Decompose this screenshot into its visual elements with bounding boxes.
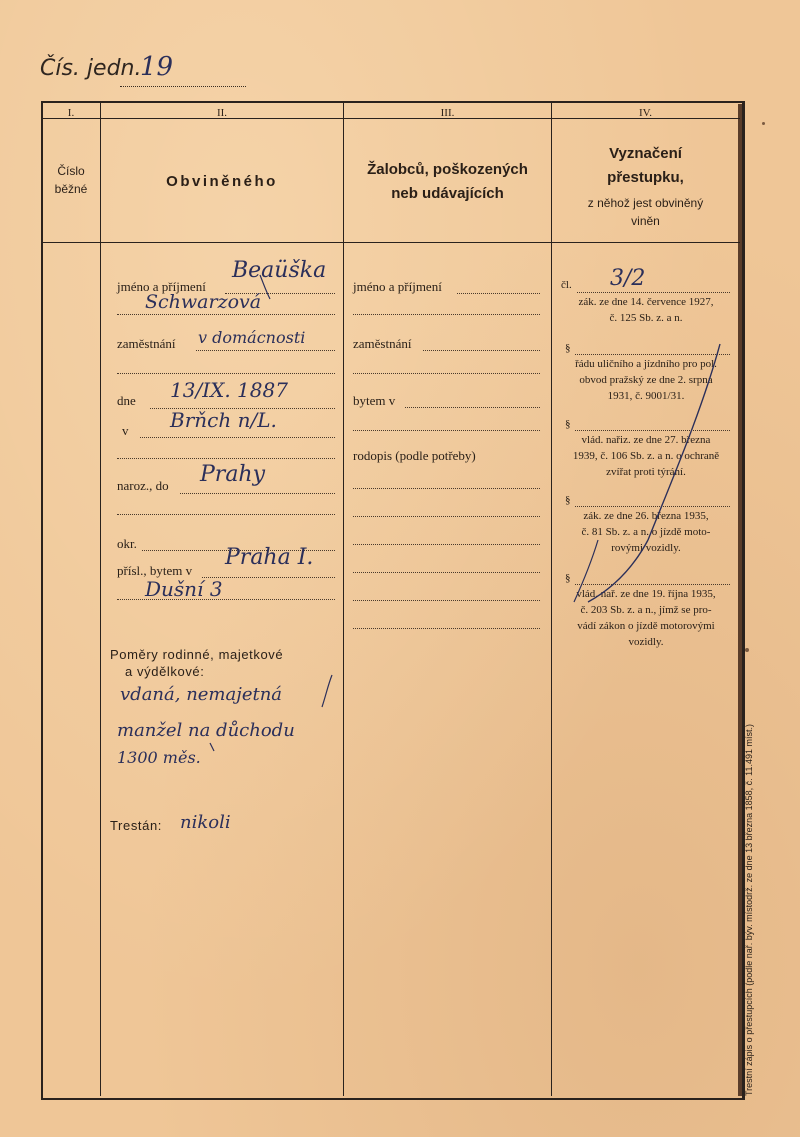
offence-law-3-line3: zvířat proti týrání. bbox=[606, 466, 686, 478]
column-header-number-line1: Číslo bbox=[57, 164, 85, 178]
complainant-line-c bbox=[353, 544, 540, 545]
offence-law-4-line3: rovými vozidly. bbox=[611, 542, 681, 554]
paper-spot bbox=[745, 648, 749, 652]
handwritten-accent-marks bbox=[100, 255, 345, 775]
offence-article-value: 3/2 bbox=[610, 266, 646, 291]
offence-law-2-line3: 1931, č. 9001/31. bbox=[607, 390, 685, 402]
offence-section-symbol-4: § bbox=[565, 494, 571, 506]
accused-occupation-label: zaměstnání bbox=[117, 336, 176, 351]
column-header-accused: Obviněného bbox=[166, 173, 278, 190]
accused-convicted-label: Trestán: bbox=[110, 818, 163, 833]
accused-circumstances-value-1: vdaná, nemajetná bbox=[120, 684, 283, 705]
accused-residence-value-1: Praha I. bbox=[225, 545, 314, 570]
complainant-residence-line bbox=[405, 407, 540, 408]
accused-name-label: jméno a příjmení bbox=[117, 279, 206, 294]
accused-circumstances-label-1: Poměry rodinné, majetkové bbox=[110, 647, 284, 662]
complainant-residence-label: bytem v bbox=[353, 393, 396, 408]
reference-underline bbox=[120, 86, 246, 87]
strike-stroke-3 bbox=[574, 540, 598, 602]
complainant-line-d bbox=[353, 572, 540, 573]
accused-convicted-value: nikoli bbox=[180, 812, 231, 833]
complainant-line-b bbox=[353, 516, 540, 517]
column-header-offence-line1: Vyznačení bbox=[609, 145, 682, 162]
complainant-occupation-line bbox=[423, 350, 540, 351]
accent-stroke-1 bbox=[260, 275, 270, 299]
accused-circumstances-value-3: 1300 měs. bbox=[117, 748, 201, 767]
column-header-offence-sub2: viněn bbox=[631, 214, 660, 228]
column-numeral-1: I. bbox=[67, 107, 75, 119]
form-legal-footnote: Trestní zápis o přestupcích (podle nař. býv. místodrž. ze dne 13 března 1858, č. 11.491 míst.) bbox=[744, 723, 754, 1096]
paper-spot-2 bbox=[762, 122, 765, 125]
offence-law-5-line1: vlád. nař. ze dne 19. října 1935, bbox=[576, 588, 716, 600]
offence-law-5-line3: vádí zákon o jízdě motorovými bbox=[577, 620, 715, 632]
complainant-occupation-label: zaměstnání bbox=[353, 336, 412, 351]
offence-article-label: čl. bbox=[561, 279, 572, 291]
accused-date-label: dne bbox=[117, 393, 136, 408]
column-numeral-3: III. bbox=[440, 107, 455, 119]
column-header-offence-sub1: z něhož jest obviněný bbox=[587, 196, 704, 210]
reference-number: 19 bbox=[140, 52, 174, 82]
complainant-line-f bbox=[353, 628, 540, 629]
accused-occupation-value: v domácnosti bbox=[198, 328, 306, 347]
column-header-offence-line2: přestupku, bbox=[607, 169, 684, 186]
accused-residence-label: přísl., bytem v bbox=[117, 563, 193, 578]
offence-law-2-line2: obvod pražský ze dne 2. srpna bbox=[579, 374, 713, 386]
column-numeral-4: IV. bbox=[639, 107, 652, 119]
handwritten-strike-marks bbox=[552, 330, 742, 620]
offence-law-3-line2: 1939, č. 106 Sb. z. a n. o ochraně bbox=[572, 450, 720, 462]
accused-place-label: v bbox=[122, 423, 129, 438]
column-header-number bbox=[42, 162, 100, 198]
accused-residence-value-2: Dušní 3 bbox=[145, 577, 223, 601]
accused-place-value: Brňch n/L. bbox=[170, 408, 277, 432]
offence-section-symbol-5: § bbox=[565, 572, 571, 584]
complainant-line-e bbox=[353, 600, 540, 601]
strike-stroke-1 bbox=[648, 344, 720, 540]
offence-law-1-line2: č. 125 Sb. z. a n. bbox=[609, 312, 683, 324]
offence-law-4-line2: č. 81 Sb. z. a n. o jízdě moto- bbox=[581, 526, 711, 538]
column-header-complainants bbox=[344, 158, 551, 206]
column-header-complainants-line1: Žalobců, poškozených bbox=[367, 161, 528, 178]
complainant-name-line bbox=[457, 293, 540, 294]
reference-label: Čís. jedn. bbox=[40, 56, 142, 81]
accused-circumstances-value-2: manžel na důchodu bbox=[117, 720, 295, 741]
accent-stroke-3 bbox=[210, 743, 214, 751]
offence-law-1 bbox=[556, 294, 736, 326]
offence-law-1-line1: zák. ze dne 14. července 1927, bbox=[578, 296, 714, 308]
complainant-residence-line-2 bbox=[353, 430, 540, 431]
complainant-line-a bbox=[353, 488, 540, 489]
offence-law-5-line4: vozidly. bbox=[628, 636, 664, 648]
accused-born-value: Prahy bbox=[200, 462, 266, 487]
offence-law-5-line2: č. 203 Sb. z. a n., jímž se pro- bbox=[580, 604, 712, 616]
offence-law-4-line1: zák. ze dne 26. března 1935, bbox=[583, 510, 709, 522]
accused-date-value: 13/IX. 1887 bbox=[170, 378, 288, 402]
accent-stroke-2 bbox=[322, 675, 332, 707]
complainant-occupation-line-2 bbox=[353, 373, 540, 374]
accused-district-label: okr. bbox=[117, 536, 137, 551]
accused-circumstances-label-2: a výdělkové: bbox=[125, 664, 205, 679]
column-header-offence bbox=[552, 142, 739, 230]
accused-name-value-2: Schwarzová bbox=[145, 291, 262, 313]
offence-law-3-line1: vlád. nařiz. ze dne 27. března bbox=[581, 434, 711, 446]
complainant-pedigree-label: rodopis (podle potřeby) bbox=[353, 448, 476, 463]
complainant-name-line-2 bbox=[353, 314, 540, 315]
strike-stroke-2 bbox=[588, 540, 648, 602]
offence-article-line bbox=[577, 292, 730, 293]
column-header-number-line2: běžné bbox=[54, 182, 88, 196]
header-row-divider bbox=[42, 242, 740, 243]
column-header-complainants-line2: neb udávajících bbox=[391, 185, 504, 202]
complainant-name-label: jméno a příjmení bbox=[353, 279, 442, 294]
accused-born-label: naroz., do bbox=[117, 478, 169, 493]
column-numeral-2: II. bbox=[216, 107, 228, 119]
offence-section-symbol-2: § bbox=[565, 342, 571, 354]
accused-name-value-1: Beaüška bbox=[232, 258, 327, 283]
offence-section-symbol-3: § bbox=[565, 418, 571, 430]
offence-law-2-line1: řádu uličního a jízdního pro pol. bbox=[575, 358, 717, 370]
